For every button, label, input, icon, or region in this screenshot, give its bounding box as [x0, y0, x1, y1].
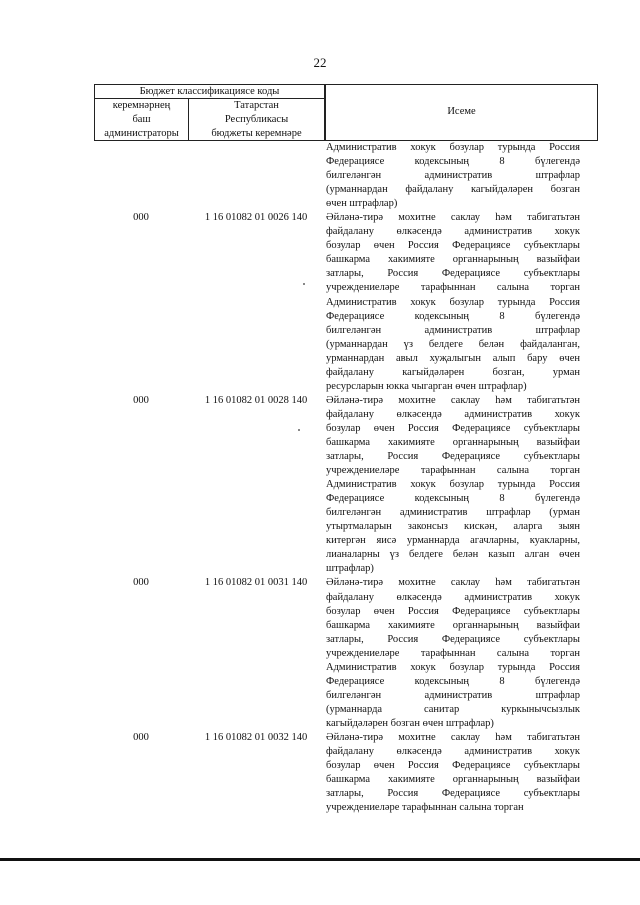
- revenue-code: 1 16 01082 01 0028 140: [204, 394, 308, 406]
- scan-speck: [298, 429, 300, 431]
- revenue-code: 1 16 01082 01 0026 140: [204, 212, 308, 224]
- table-body: [94, 141, 598, 815]
- name-line: бозулар өчен Россия Федерациясе субъектлары: [326, 605, 580, 617]
- name-line: башкарма хакимияте органнарының вазыйфаи: [326, 436, 580, 448]
- name-line: затлары, Россия Федерациясе субъектлары: [326, 633, 580, 645]
- table-row: [94, 211, 598, 394]
- revenue-code: 1 16 01082 01 0031 140: [204, 577, 308, 589]
- admin-code: 000: [133, 212, 149, 224]
- name-line: билгеләнгән административ штрафлар: [326, 689, 580, 701]
- page-number: 22: [313, 55, 327, 70]
- name-line: бозулар өчен Россия Федерациясе субъектлары: [326, 760, 580, 772]
- revenue-name: [326, 211, 580, 394]
- name-line: башкарма хакимияте органнарының вазыйфаи: [326, 254, 580, 266]
- header-name-label: Исеме: [447, 106, 476, 117]
- table-header: [94, 84, 598, 141]
- name-line: Административ хокук бозулар турында Россия: [326, 479, 580, 491]
- header-group-title: Бюджет классификациясе коды: [139, 86, 280, 97]
- admin-code: 000: [133, 577, 149, 589]
- name-line: Әйләнә-тирә мохитне саклау һәм табигатьтән: [326, 577, 580, 589]
- name-line: ресурсларын юкка чыгарган өчен штрафлар): [326, 380, 527, 392]
- name-line: Федерациясе кодексының 8 бүлегендә: [326, 493, 580, 505]
- name-line: билгеләнгән административ штрафлар: [326, 170, 580, 182]
- table-row: [94, 394, 598, 577]
- name-line: учреждениеләре тарафыннан салына торган: [326, 647, 580, 659]
- name-line: Әйләнә-тирә мохитне саклау һәм табигатьтән: [326, 212, 580, 224]
- name-line: Федерациясе кодексының 8 бүлегендә: [326, 156, 580, 168]
- name-line: лианаларны үз белдеге белән казып алган өчен: [326, 549, 580, 561]
- name-line: өчен штрафлар): [326, 198, 398, 210]
- name-line: файдалану өлкәсендә административ хокук: [326, 746, 580, 758]
- scan-speck: [303, 283, 305, 285]
- table-row: [94, 731, 598, 815]
- name-line: Әйләнә-тирә мохитне саклау һәм табигатьтән: [326, 731, 580, 743]
- name-line: Әйләнә-тирә мохитне саклау һәм табигатьтән: [326, 394, 580, 406]
- name-line: затлары, Россия Федерациясе субъектлары: [326, 788, 580, 800]
- name-line: файдалану өлкәсендә административ хокук: [326, 408, 580, 420]
- name-line: Федерациясе кодексының 8 бүлегендә: [326, 675, 580, 687]
- revenue-name: [326, 141, 580, 211]
- name-line: Административ хокук бозулар турында Россия: [326, 296, 580, 308]
- name-line: бозулар өчен Россия Федерациясе субъектлары: [326, 422, 580, 434]
- name-line: китергән яисә урманнарда агачларны, куакларны,: [326, 535, 580, 547]
- name-line: урманнардан авыл хуҗалыгын алып бару өчен: [326, 352, 580, 364]
- name-line: файдалану өлкәсендә административ хокук: [326, 591, 580, 603]
- scan-edge-bar: [0, 858, 640, 861]
- revenue-name: [326, 731, 580, 815]
- name-line: Административ хокук бозулар турында Россия: [326, 661, 580, 673]
- name-line: (урманнардан үз белдеге белән файдаланган,: [326, 338, 580, 350]
- table-row: [94, 141, 598, 211]
- name-line: (урманнарда санитар куркынычсызлык: [326, 703, 580, 715]
- name-line: кагыйдәләрен бозган өчен штрафлар): [326, 717, 494, 729]
- name-line: утыртмаларын законсыз кискән, аларга зыян: [326, 521, 580, 533]
- header-code-label: Татарстан Республикасы бюджеты керемнәре: [211, 100, 302, 139]
- name-line: учреждениеләре тарафыннан салына торган: [326, 802, 524, 814]
- name-line: затлары, Россия Федерациясе субъектлары: [326, 451, 580, 463]
- name-line: башкарма хакимияте органнарының вазыйфаи: [326, 619, 580, 631]
- revenue-code: 1 16 01082 01 0032 140: [204, 731, 308, 743]
- revenue-name: [326, 394, 580, 577]
- header-admin-label: керемнәрнең баш администраторы: [104, 100, 179, 139]
- table-row: [94, 576, 598, 731]
- admin-code: 000: [133, 394, 149, 406]
- name-line: штрафлар): [326, 563, 374, 575]
- revenue-name: [326, 576, 580, 731]
- name-line: учреждениеләре тарафыннан салына торган: [326, 282, 580, 294]
- name-line: бозулар өчен Россия Федерациясе субъектлары: [326, 240, 580, 252]
- name-line: файдалану өлкәсендә административ хокук: [326, 226, 580, 238]
- name-line: Административ хокук бозулар турында Россия: [326, 142, 580, 153]
- name-line: билгеләнгән административ штрафлар (урман: [326, 507, 580, 519]
- name-line: (урманнардан файдалану кагыйдәләрен бозган: [326, 184, 580, 196]
- name-line: башкарма хакимияте органнарының вазыйфаи: [326, 774, 580, 786]
- name-line: учреждениеләре тарафыннан салына торган: [326, 465, 580, 477]
- name-line: затлары, Россия Федерациясе субъектлары: [326, 268, 580, 280]
- admin-code: 000: [133, 731, 149, 743]
- name-line: билгеләнгән административ штрафлар: [326, 324, 580, 336]
- name-line: Федерациясе кодексының 8 бүлегендә: [326, 310, 580, 322]
- name-line: файдалану кагыйдәләрен бозган, урман: [326, 366, 580, 378]
